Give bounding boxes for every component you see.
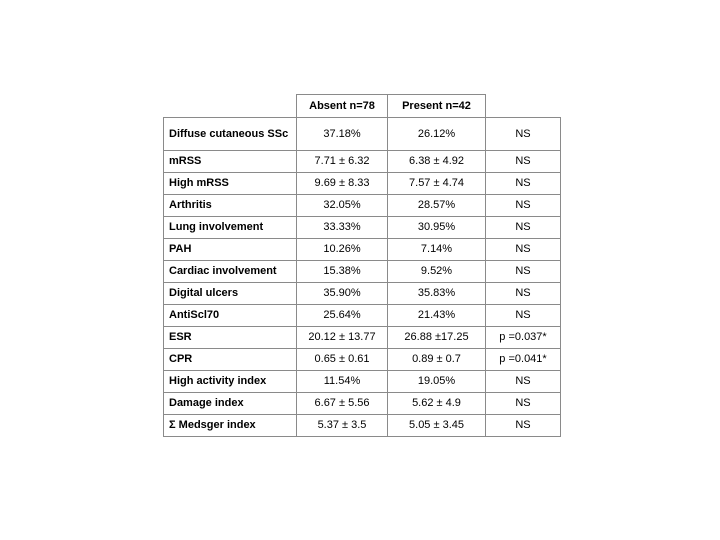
present-value: 35.83% xyxy=(388,283,486,305)
comparison-table xyxy=(163,94,561,437)
absent-value: 35.90% xyxy=(297,283,388,305)
row-label: High activity index xyxy=(164,371,297,393)
table-row xyxy=(164,239,561,261)
absent-value: 15.38% xyxy=(297,261,388,283)
absent-value: 10.26% xyxy=(297,239,388,261)
significance-value: p =0.037* xyxy=(486,327,561,349)
table-row xyxy=(164,393,561,415)
significance-value: NS xyxy=(486,118,561,151)
absent-value: 20.12 ± 13.77 xyxy=(297,327,388,349)
significance-value: NS xyxy=(486,371,561,393)
present-value: 26.88 ±17.25 xyxy=(388,327,486,349)
row-label: High mRSS xyxy=(164,173,297,195)
row-label: Digital ulcers xyxy=(164,283,297,305)
absent-value: 9.69 ± 8.33 xyxy=(297,173,388,195)
row-label: ESR xyxy=(164,327,297,349)
table-row xyxy=(164,118,561,151)
present-value: 28.57% xyxy=(388,195,486,217)
table-row xyxy=(164,283,561,305)
significance-value: NS xyxy=(486,217,561,239)
present-value: 5.62 ± 4.9 xyxy=(388,393,486,415)
absent-value: 0.65 ± 0.61 xyxy=(297,349,388,371)
row-label: Cardiac involvement xyxy=(164,261,297,283)
present-value: 7.57 ± 4.74 xyxy=(388,173,486,195)
table-row xyxy=(164,371,561,393)
absent-value: 25.64% xyxy=(297,305,388,327)
row-label: CPR xyxy=(164,349,297,371)
significance-value: NS xyxy=(486,261,561,283)
present-value: 5.05 ± 3.45 xyxy=(388,415,486,437)
row-label: mRSS xyxy=(164,151,297,173)
header-present: Present n=42 xyxy=(388,95,486,118)
present-value: 19.05% xyxy=(388,371,486,393)
row-label: Arthritis xyxy=(164,195,297,217)
table-body xyxy=(164,118,561,437)
row-label: Diffuse cutaneous SSc xyxy=(164,118,297,151)
table-row xyxy=(164,261,561,283)
significance-value: NS xyxy=(486,151,561,173)
header-absent: Absent n=78 xyxy=(297,95,388,118)
table-row xyxy=(164,217,561,239)
present-value: 9.52% xyxy=(388,261,486,283)
absent-value: 33.33% xyxy=(297,217,388,239)
significance-value: p =0.041* xyxy=(486,349,561,371)
row-label: Lung involvement xyxy=(164,217,297,239)
table-row xyxy=(164,151,561,173)
significance-value: NS xyxy=(486,173,561,195)
row-label: AntiScl70 xyxy=(164,305,297,327)
header-blank-right xyxy=(486,95,561,118)
header-blank-left xyxy=(164,95,297,118)
present-value: 6.38 ± 4.92 xyxy=(388,151,486,173)
absent-value: 7.71 ± 6.32 xyxy=(297,151,388,173)
table-row xyxy=(164,195,561,217)
absent-value: 5.37 ± 3.5 xyxy=(297,415,388,437)
absent-value: 6.67 ± 5.56 xyxy=(297,393,388,415)
significance-value: NS xyxy=(486,283,561,305)
present-value: 26.12% xyxy=(388,118,486,151)
significance-value: NS xyxy=(486,195,561,217)
present-value: 7.14% xyxy=(388,239,486,261)
row-label: Σ Medsger index xyxy=(164,415,297,437)
significance-value: NS xyxy=(486,305,561,327)
present-value: 21.43% xyxy=(388,305,486,327)
absent-value: 37.18% xyxy=(297,118,388,151)
table-row xyxy=(164,305,561,327)
significance-value: NS xyxy=(486,239,561,261)
significance-value: NS xyxy=(486,415,561,437)
row-label: PAH xyxy=(164,239,297,261)
table-row xyxy=(164,415,561,437)
present-value: 30.95% xyxy=(388,217,486,239)
table-row xyxy=(164,173,561,195)
absent-value: 11.54% xyxy=(297,371,388,393)
significance-value: NS xyxy=(486,393,561,415)
present-value: 0.89 ± 0.7 xyxy=(388,349,486,371)
row-label: Damage index xyxy=(164,393,297,415)
header-row xyxy=(164,95,561,118)
absent-value: 32.05% xyxy=(297,195,388,217)
table-row xyxy=(164,327,561,349)
table-row xyxy=(164,349,561,371)
